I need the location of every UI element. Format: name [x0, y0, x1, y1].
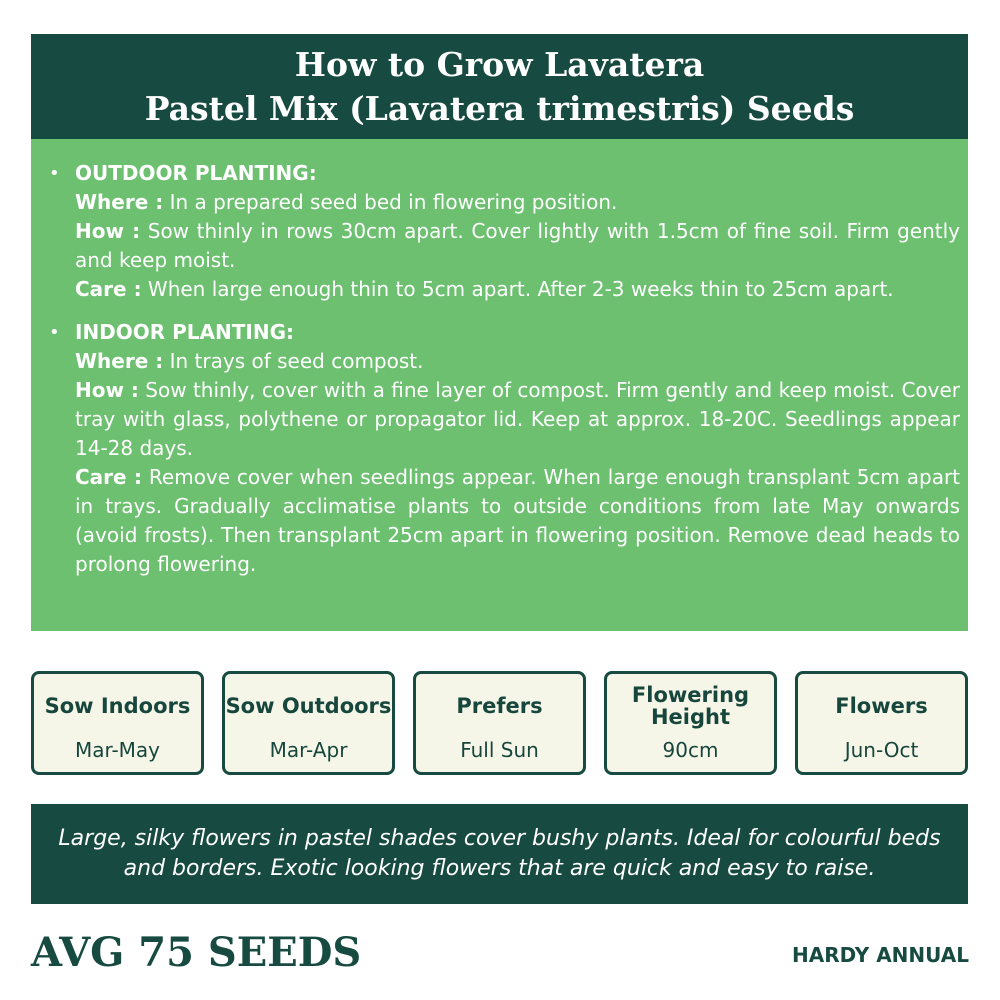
- outdoor-heading: OUTDOOR PLANTING:: [75, 161, 317, 185]
- card-label: Flowering Height: [631, 683, 750, 729]
- how-text: Sow thinly in rows 30cm apart. Cover lightly with 1.5cm of fine soil. Firm gently and keep moist.: [75, 219, 960, 272]
- how-text: Sow thinly, cover with a fine layer of compost. Firm gently and keep moist. Cover tray with glass, polythene or propagator lid. Keep at approx. 18-20C. Seedlings appear 14-28 days.: [75, 378, 961, 460]
- indoor-section: [49, 318, 960, 579]
- card-value: Mar-Apr: [269, 738, 348, 762]
- outdoor-care: [75, 275, 960, 304]
- indoor-where: [75, 347, 960, 376]
- card-value: Mar-May: [74, 738, 161, 762]
- outdoor-section: [49, 159, 960, 304]
- bullet-icon: •: [49, 163, 60, 184]
- card-label: Sow Indoors: [44, 694, 191, 718]
- card-flowering-height: [604, 671, 777, 775]
- instructions-panel: [31, 139, 968, 631]
- card-prefers: [413, 671, 586, 775]
- care-text: Remove cover when seedlings appear. When large enough transplant 5cm apart in trays. Gradually acclimatise plants to outside conditions from late May onwards (avoid frosts). Then transplant 25cm apart in flowering position. Remove dead heads to prolong flowering.: [75, 465, 961, 576]
- where-label: Where :: [75, 349, 164, 373]
- how-label: How :: [75, 378, 139, 402]
- card-value: Full Sun: [460, 738, 539, 762]
- indoor-heading: INDOOR PLANTING:: [75, 320, 295, 344]
- page-title: How to Grow Lavatera: [294, 44, 705, 84]
- indoor-how: [75, 376, 960, 463]
- card-sow-indoors: [31, 671, 204, 775]
- description-text: Large, silky flowers in pastel shades cover bushy plants. Ideal for colourful beds and borders. Exotic looking flowers that are quick and easy to raise.: [58, 826, 941, 881]
- care-label: Care :: [75, 465, 143, 489]
- where-text: In a prepared seed bed in flowering position.: [163, 190, 618, 214]
- card-label: Flowers: [835, 694, 928, 718]
- card-label: Sow Outdoors: [225, 694, 392, 718]
- outdoor-how: [75, 217, 960, 275]
- how-label: How :: [75, 219, 141, 243]
- outdoor-where: [75, 188, 960, 217]
- where-label: Where :: [75, 190, 164, 214]
- card-label: Prefers: [456, 694, 543, 718]
- card-flowers: [795, 671, 968, 775]
- card-value: Jun-Oct: [844, 738, 919, 762]
- plant-type: HARDY ANNUAL: [791, 943, 969, 967]
- card-sow-outdoors: [222, 671, 395, 775]
- page-subtitle: Pastel Mix (Lavatera trimestris) Seeds: [144, 88, 855, 128]
- care-text: When large enough thin to 5cm apart. After 2-3 weeks thin to 25cm apart.: [141, 277, 894, 301]
- indoor-care: [75, 463, 960, 579]
- bullet-icon: •: [49, 322, 60, 343]
- care-label: Care :: [75, 277, 142, 301]
- title-banner: [31, 34, 968, 139]
- info-cards: [31, 671, 968, 775]
- card-value: 90cm: [662, 738, 719, 762]
- seed-count: AVG 75 SEEDS: [31, 929, 362, 976]
- description-banner: [31, 804, 968, 904]
- where-text: In trays of seed compost.: [163, 349, 424, 373]
